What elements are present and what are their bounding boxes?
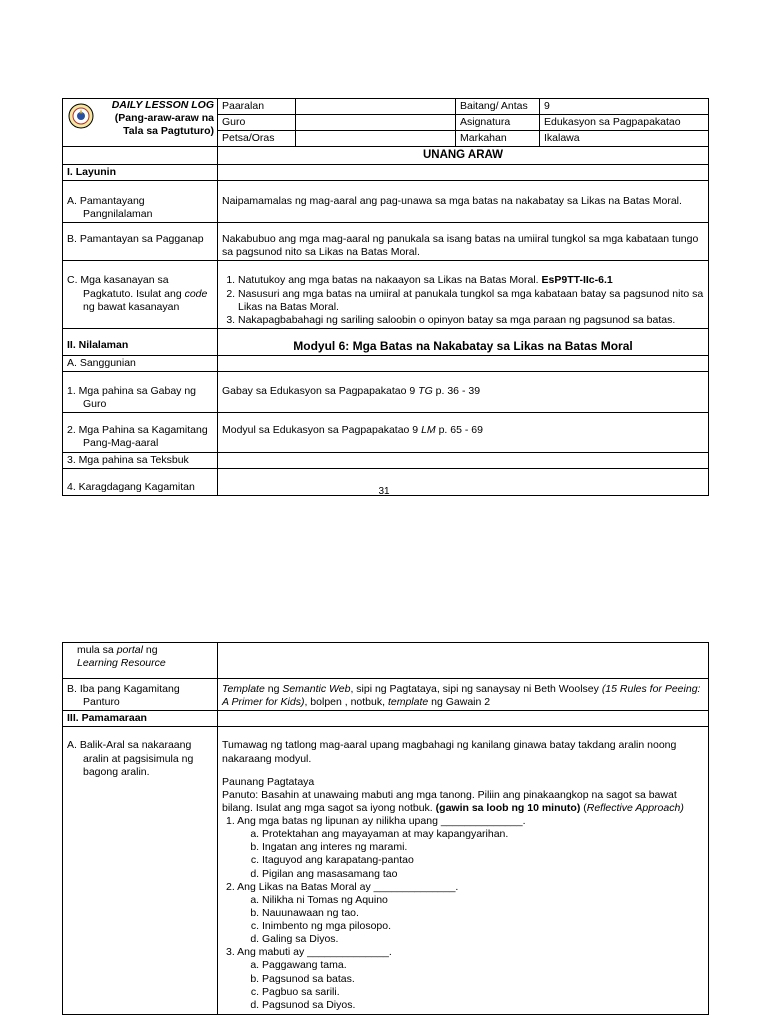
baitang-value: 9: [540, 99, 709, 115]
gabay-label: 1. Mga pahina sa Gabay ng Guro: [63, 372, 218, 413]
sanggunian-label: A. Sanggunian: [63, 355, 218, 371]
paaralan-value: [296, 99, 456, 115]
answer-option: a. Paggawang tama.: [262, 959, 704, 972]
answer-option: c. Inimbento ng mga pilosopo.: [262, 920, 704, 933]
lesson-log-table-page1: [62, 98, 708, 496]
teksbuk-label: 3. Mga pahina sa Teksbuk: [63, 452, 218, 468]
kasanayan-label: C. Mga kasanayan sa Pagkatuto. Isulat ang code ng bawat kasanayan: [63, 261, 218, 329]
markahan-label: Markahan: [456, 131, 540, 147]
answer-option: b. Nauunawaan ng tao.: [262, 907, 704, 920]
panuto-text: Panuto: Basahin at unawaing mabuti ang mga tanong. Piliin ang pinakaangkop na sagot sa bawat bilang. Isulat ang mga sagot sa iyong notbuk. (gawin sa loob ng 10 minuto) (Reflective Approach): [222, 788, 684, 814]
dll-title: DAILY LESSON LOG: [111, 99, 214, 111]
asignatura-value: Edukasyon sa Pagpapakatao: [540, 115, 709, 131]
dll-subtitle-2: Tala sa Pagtuturo): [123, 125, 214, 138]
layunin-heading: I. Layunin: [63, 164, 218, 180]
kagamitang-text: Modyul sa Edukasyon sa Pagpapakatao 9 LM p. 65 - 69: [218, 413, 709, 452]
kasanayan-item: 2. Nasusuri ang mga batas na umiiral at panukala tungkol sa mga kabataan batay sa pagsunod nito sa Likas na Batas Moral.: [238, 288, 704, 314]
balik-aral-label: A. Balik-Aral sa nakaraang aralin at pagsisimula ng bagong aralin.: [63, 727, 218, 1015]
answer-option: c. Pagbuo sa sarili.: [262, 986, 704, 999]
question-block: [222, 815, 704, 1012]
balik-aral-text: Tumawag ng tatlong mag-aaral upang magbahagi ng kanilang ginawa batay takdang aralin noong nakaraang modyul.: [222, 739, 677, 765]
baitang-label: Baitang/ Antas: [456, 99, 540, 115]
kasanayan-item: 1. Natutukoy ang mga batas na nakaayon sa Likas na Batas Moral. EsP9TT-IIc-6.1: [238, 274, 704, 287]
paunang-pagtataya-heading: Paunang Pagtataya: [222, 775, 315, 788]
pamantayang-label: A. Pamantayang Pangnilalaman: [63, 180, 218, 222]
answer-option: d. Pagsunod sa Diyos.: [262, 999, 704, 1012]
kasanayan-item: 3. Nakapagbabahagi ng sariling saloobin o opinyon batay sa mga paraan ng pagsunod sa batas.: [238, 314, 704, 327]
dll-subtitle-1: (Pang-araw-araw na: [114, 112, 214, 125]
answer-option: b. Ingatan ang interes ng marami.: [262, 841, 704, 854]
guro-label: Guro: [218, 115, 296, 131]
pagganap-label: B. Pamantayan sa Pagganap: [63, 223, 218, 261]
module-title: Modyul 6: Mga Batas na Nakabatay sa Likas na Batas Moral: [218, 328, 709, 355]
answer-option: b. Pagsunod sa batas.: [262, 973, 704, 986]
pamamaraan-heading: III. Pamamaraan: [63, 711, 218, 727]
kasanayan-list-cell: [218, 261, 709, 329]
question: 3. Ang mabuti ay ______________.: [226, 946, 392, 959]
competency-code: EsP9TT-IIc-6.1: [541, 274, 613, 287]
pamantayang-text: Naipamamalas ng mag-aaral ang pag-unawa sa mga batas na nakabatay sa Likas na Batas Moral.: [218, 180, 709, 222]
petsa-label: Petsa/Oras: [218, 131, 296, 147]
day-title: UNANG ARAW: [218, 147, 709, 164]
asignatura-label: Asignatura: [456, 115, 540, 131]
answer-option: a. Nilikha ni Tomas ng Aquino: [262, 894, 704, 907]
petsa-value: [296, 131, 456, 147]
iba-kagamitan-label: B. Iba pang Kagamitang Panturo: [63, 679, 218, 711]
paaralan-label: Paaralan: [218, 99, 296, 115]
page-number: 31: [378, 486, 390, 497]
iba-kagamitan-text: Template ng Semantic Web, sipi ng Pagtataya, sipi ng sanaysay ni Beth Woolsey (15 Rules for Peeing: A Primer for Kids), bolpen , notbuk, template ng Gawain 2: [218, 679, 709, 711]
answer-option: d. Galing sa Diyos.: [262, 933, 704, 946]
answer-option: d. Pigilan ang masasamang tao: [262, 868, 704, 881]
kagamitang-label: 2. Mga Pahina sa Kagamitang Pang-Mag-aaral: [63, 413, 218, 452]
question: 2. Ang Likas na Batas Moral ay ______________.: [226, 880, 459, 893]
question: 1. Ang mga batas ng lipunan ay nilikha upang ______________.: [226, 815, 526, 827]
balik-aral-content: [218, 727, 709, 1015]
answer-option: a. Protektahan ang mayayaman at may kapangyarihan.: [262, 828, 704, 841]
nilalaman-heading: II. Nilalaman: [63, 328, 218, 355]
learning-resource-label: mula sa portal ng Learning Resource: [63, 643, 218, 679]
guro-value: [296, 115, 456, 131]
gabay-text: Gabay sa Edukasyon sa Pagpapakatao 9 TG p. 36 - 39: [218, 372, 709, 413]
deped-seal-icon: [68, 103, 94, 129]
dll-title-cell: [63, 99, 218, 147]
answer-option: c. Itaguyod ang karapatang-pantao: [262, 854, 704, 867]
markahan-value: Ikalawa: [540, 131, 709, 147]
pagganap-text: Nakabubuo ang mga mag-aaral ng panukala sa isang batas na umiiral tungkol sa mga kabataan tungo sa pagsunod nito sa Likas na Batas Moral.: [218, 223, 709, 261]
karagdagan-label: 4. Karagdagang Kagamitan: [63, 468, 218, 495]
lesson-log-table-page2: [62, 642, 708, 1015]
